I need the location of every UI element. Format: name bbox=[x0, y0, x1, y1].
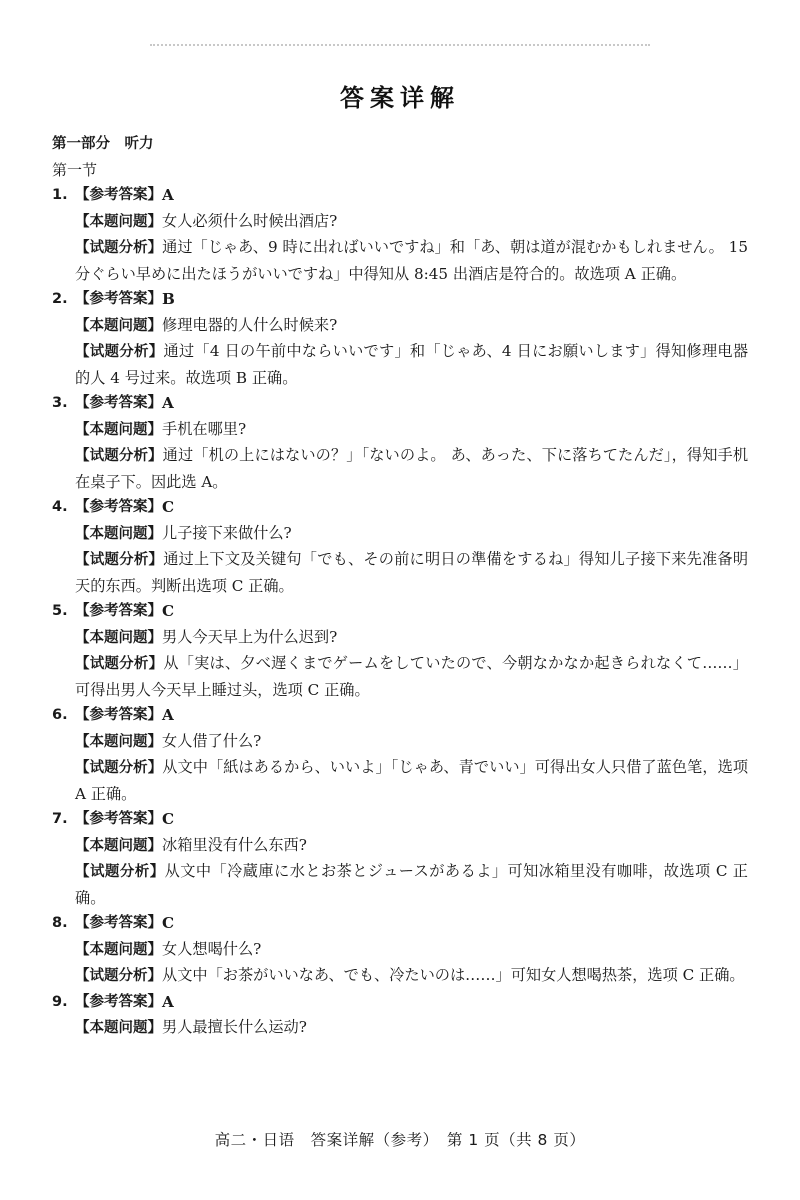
question-block bbox=[52, 495, 748, 599]
analysis-line bbox=[52, 235, 748, 287]
question-block bbox=[52, 287, 748, 391]
answer-label: 【参考答案】 bbox=[75, 603, 162, 619]
question-text: 女人必须什么时候出酒店? bbox=[162, 211, 338, 230]
analysis-label: 【试题分析】 bbox=[75, 344, 164, 360]
question-block bbox=[52, 990, 748, 1042]
question-text: 女人借了什么? bbox=[162, 731, 262, 750]
analysis-line bbox=[52, 443, 748, 495]
question-line bbox=[52, 313, 748, 340]
question-label: 【本题问题】 bbox=[75, 1020, 162, 1036]
answer-letter: C bbox=[162, 810, 175, 828]
top-dotted-rule bbox=[150, 44, 650, 46]
question-text: 男人最擅长什么运动? bbox=[162, 1018, 307, 1036]
answer-line bbox=[52, 703, 748, 729]
question-block bbox=[52, 703, 748, 807]
question-block bbox=[52, 911, 748, 990]
question-label: 【本题问题】 bbox=[75, 317, 162, 334]
question-number: 6. bbox=[52, 707, 68, 723]
answer-letter: A bbox=[162, 706, 174, 724]
question-text: 男人今天早上为什么迟到? bbox=[162, 627, 338, 646]
analysis-text: 通过「4 日の午前中ならいいです」和「じゃあ、4 日にお願いします」得知修理电器的人 4 号过来。故选项 B 正确。 bbox=[75, 342, 749, 387]
question-label: 【本题问题】 bbox=[75, 421, 162, 438]
question-label: 【本题问题】 bbox=[75, 213, 162, 230]
analysis-label: 【试题分析】 bbox=[75, 552, 164, 568]
analysis-label: 【试题分析】 bbox=[75, 864, 165, 880]
answer-label: 【参考答案】 bbox=[75, 291, 162, 307]
answer-line bbox=[52, 911, 748, 937]
analysis-text: 从「実は、夕べ遅くまでゲームをしていたので、今朝なかなか起きられなくて……」可得出男人今天早上睡过头，选项 C 正确。 bbox=[75, 654, 748, 699]
analysis-text: 从文中「お茶がいいなあ、でも、冷たいのは……」可知女人想喝热茶，选项 C 正确。 bbox=[162, 966, 745, 984]
question-label: 【本题问题】 bbox=[75, 837, 162, 854]
page-title: 答案详解 bbox=[340, 83, 460, 112]
question-text: 修理电器的人什么时候来? bbox=[162, 315, 338, 334]
subsection-title: 第一节 bbox=[52, 160, 98, 179]
answer-line bbox=[52, 495, 748, 521]
question-line bbox=[52, 729, 748, 756]
question-line bbox=[52, 417, 748, 444]
answer-letter: B bbox=[162, 290, 175, 308]
analysis-line bbox=[52, 651, 748, 703]
answer-label: 【参考答案】 bbox=[75, 499, 162, 515]
question-label: 【本题问题】 bbox=[75, 525, 162, 542]
analysis-text: 从文中「冷蔵庫に水とお茶とジュースがあるよ」可知冰箱里没有咖啡，故选项 C 正确。 bbox=[75, 862, 748, 907]
answer-line bbox=[52, 990, 748, 1016]
question-block bbox=[52, 391, 748, 495]
question-list bbox=[52, 183, 748, 1042]
answer-letter: C bbox=[162, 498, 175, 516]
question-label: 【本题问题】 bbox=[75, 629, 162, 646]
answer-letter: C bbox=[162, 914, 175, 932]
question-block bbox=[52, 183, 748, 287]
question-number: 3. bbox=[52, 395, 68, 411]
question-line bbox=[52, 521, 748, 548]
analysis-line bbox=[52, 339, 748, 391]
analysis-line bbox=[52, 859, 748, 911]
question-number: 5. bbox=[52, 603, 68, 619]
question-number: 9. bbox=[52, 993, 68, 1010]
answer-label: 【参考答案】 bbox=[75, 915, 162, 931]
question-line bbox=[52, 625, 748, 652]
question-text: 手机在哪里? bbox=[162, 419, 247, 438]
answer-letter: A bbox=[162, 992, 174, 1011]
question-text: 冰箱里没有什么东西? bbox=[162, 835, 307, 854]
analysis-label: 【试题分析】 bbox=[75, 448, 163, 464]
answer-line bbox=[52, 287, 748, 313]
question-text: 儿子接下来做什么? bbox=[162, 523, 292, 542]
answer-label: 【参考答案】 bbox=[75, 707, 162, 723]
answer-label: 【参考答案】 bbox=[75, 993, 162, 1010]
question-label: 【本题问题】 bbox=[75, 733, 162, 750]
analysis-line bbox=[52, 547, 748, 599]
analysis-label: 【试题分析】 bbox=[75, 656, 164, 672]
question-line bbox=[52, 937, 748, 964]
analysis-line bbox=[52, 755, 748, 807]
question-block bbox=[52, 807, 748, 911]
answer-letter: A bbox=[162, 186, 174, 204]
question-text: 女人想喝什么? bbox=[162, 939, 262, 958]
answer-line bbox=[52, 807, 748, 833]
answer-line bbox=[52, 391, 748, 417]
analysis-line bbox=[52, 963, 748, 990]
question-number: 2. bbox=[52, 291, 68, 307]
analysis-text: 通过「じゃあ、9 時に出ればいいですね」和「あ、朝は道が混むかもしれません。 15 分ぐらい早めに出たほうがいいですね」中得知从 8:45 出酒店是符合的。故选项 A 正确。 bbox=[75, 238, 748, 283]
answer-label: 【参考答案】 bbox=[75, 187, 162, 203]
analysis-label: 【试题分析】 bbox=[75, 240, 163, 256]
page-footer: 高二・日语 答案详解（参考） 第 1 页（共 8 页） bbox=[214, 1131, 586, 1149]
question-line bbox=[52, 209, 748, 236]
question-line bbox=[52, 833, 748, 860]
answer-letter: C bbox=[162, 602, 175, 620]
answer-content bbox=[52, 132, 748, 1042]
section-title: 第一部分 听力 bbox=[52, 136, 154, 152]
answer-line bbox=[52, 599, 748, 625]
answer-letter: A bbox=[162, 394, 174, 412]
answer-label: 【参考答案】 bbox=[75, 811, 162, 827]
analysis-label: 【试题分析】 bbox=[75, 760, 163, 776]
question-number: 7. bbox=[52, 811, 68, 827]
question-label: 【本题问题】 bbox=[75, 941, 162, 958]
question-line bbox=[52, 1015, 748, 1042]
analysis-text: 通过「机の上にはないの？」「ないのよ。 あ、あった、下に落ちてたんだ」，得知手机在桌子下。因此选 A。 bbox=[75, 446, 749, 491]
question-block bbox=[52, 599, 748, 703]
analysis-label: 【试题分析】 bbox=[75, 968, 162, 984]
answer-line bbox=[52, 183, 748, 209]
question-number: 1. bbox=[52, 187, 68, 203]
answer-label: 【参考答案】 bbox=[75, 395, 162, 411]
analysis-text: 通过上下文及关键句「でも、その前に明日の準備をするね」得知儿子接下来先准备明天的东西。判断出选项 C 正确。 bbox=[75, 550, 749, 595]
analysis-text: 从文中「紙はあるから、いいよ」「じゃあ、青でいい」可得出女人只借了蓝色笔，选项 A 正确。 bbox=[75, 758, 749, 803]
question-number: 4. bbox=[52, 499, 68, 515]
question-number: 8. bbox=[52, 915, 68, 931]
